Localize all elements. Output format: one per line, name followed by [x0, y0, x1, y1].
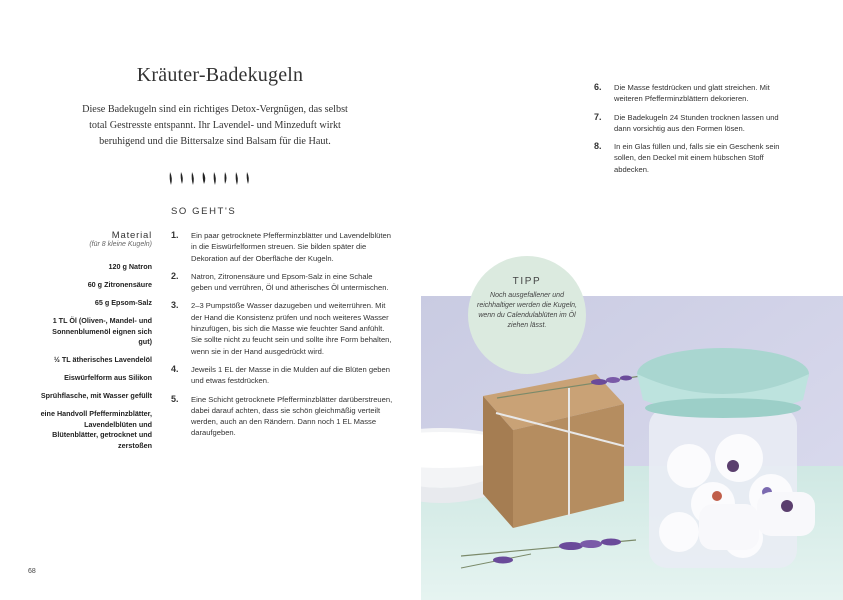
- step-text: 2–3 Pumpstöße Wasser dazugeben und weiterrühren. Mit der Hand die Konsistenz prüfen und noch weiteres Wasser hinzufügen, bis sich die Masse wie feuchter Sand anfühlt. Sie sollte nicht zu feucht sein und sollte ihre Form behalten, wenn sie in der Hand ausgedrückt wird.: [191, 301, 392, 356]
- step-item: [171, 230, 395, 264]
- step-item: [171, 364, 395, 387]
- material-item: eine Handvoll Pfefferminzblätter, Lavendelblüten und Blütenblätter, getrocknet und zerstoßen: [40, 409, 152, 450]
- step-item: [171, 394, 395, 439]
- steps-list-left: [171, 230, 395, 446]
- tip-heading: TIPP: [512, 276, 542, 287]
- intro-line: total Gestresste entspannt. Ihr Lavendel- und Minzeduft wirkt: [89, 120, 341, 131]
- step-item: [594, 141, 794, 175]
- step-number: 2.: [171, 270, 179, 281]
- step-text: Eine Schicht getrocknete Pfefferminzblätter darüberstreuen, dabei darauf achten, dass sie schön gleichmäßig verteilt werden, auch an den Rändern. Dann noch 1 EL Masse daraufgeben.: [191, 394, 393, 438]
- step-item: [594, 82, 794, 105]
- step-text: Jeweils 1 EL der Masse in die Mulden auf die Blüten geben und etwas festdrücken.: [191, 364, 390, 386]
- step-item: [594, 112, 794, 135]
- step-number: 3.: [171, 300, 179, 311]
- step-text: Natron, Zitronensäure und Epsom-Salz in eine Schale geben und verrühren, Öl und ätherisches Öl untermischen.: [191, 271, 389, 293]
- material-item: Eiswürfelform aus Silikon: [64, 373, 152, 383]
- step-number: 4.: [171, 363, 179, 374]
- material-item: 120 g Natron: [108, 262, 152, 271]
- material-item: Sprühflasche, mit Wasser gefüllt: [40, 391, 152, 401]
- section-heading: SO GEHT'S: [171, 206, 237, 217]
- step-text: In ein Glas füllen und, falls sie ein Geschenk sein sollen, den Deckel mit einem hübschen Stoff abdecken.: [614, 142, 780, 174]
- intro-text: [56, 102, 374, 150]
- step-number: 6.: [594, 82, 602, 92]
- step-number: 7.: [594, 111, 602, 122]
- recipe-title: Kräuter-Badekugeln: [136, 64, 304, 86]
- material-item: 1 TL Öl (Oliven-, Mandel- und Sonnenblumenöl eignen sich gut): [52, 315, 152, 347]
- bath-bomb: [699, 504, 759, 550]
- material-item: ½ TL ätherisches Lavendelöl: [53, 355, 152, 365]
- step-number: 1.: [171, 230, 179, 240]
- step-item: [171, 300, 395, 356]
- step-number: 8.: [594, 141, 602, 152]
- bath-bomb: [757, 492, 815, 536]
- step-text: Die Masse festdrücken und glatt streichen. Mit weiteren Pfefferminzblättern dekorieren.: [614, 83, 770, 104]
- brush-strokes-ornament: [166, 170, 256, 186]
- step-text: Ein paar getrocknete Pfefferminzblätter und Lavendelblüten in die Eiswürfelformen streuen. Sie bilden später die Dekoration auf der Oberfläche der Kugeln.: [191, 231, 391, 263]
- step-number: 5.: [171, 393, 179, 404]
- steps-list-right: [594, 82, 794, 182]
- intro-line: Diese Badekugeln sind ein richtiges Detox-Vergnügen, das selbst: [82, 104, 348, 115]
- material-heading: Material: [111, 230, 152, 241]
- intro-line: beruhigend und die Bittersalze sind Balsam für die Haut.: [99, 136, 331, 147]
- page-number: 68: [28, 568, 36, 575]
- material-item: 65 g Epsom-Salz: [94, 297, 152, 307]
- material-list: [40, 262, 152, 459]
- step-item: [171, 271, 395, 294]
- material-item: 60 g Zitronensäure: [87, 279, 152, 289]
- material-subheading: (für 8 kleine Kugeln): [89, 241, 152, 248]
- step-text: Die Badekugeln 24 Stunden trocknen lassen und dann vorsichtig aus den Formen lösen.: [614, 112, 779, 133]
- tip-text: Noch ausgefallener und reichhaltiger werden die Kugeln, wenn du Calendulablüten im Öl ziehen lässt.: [476, 292, 577, 329]
